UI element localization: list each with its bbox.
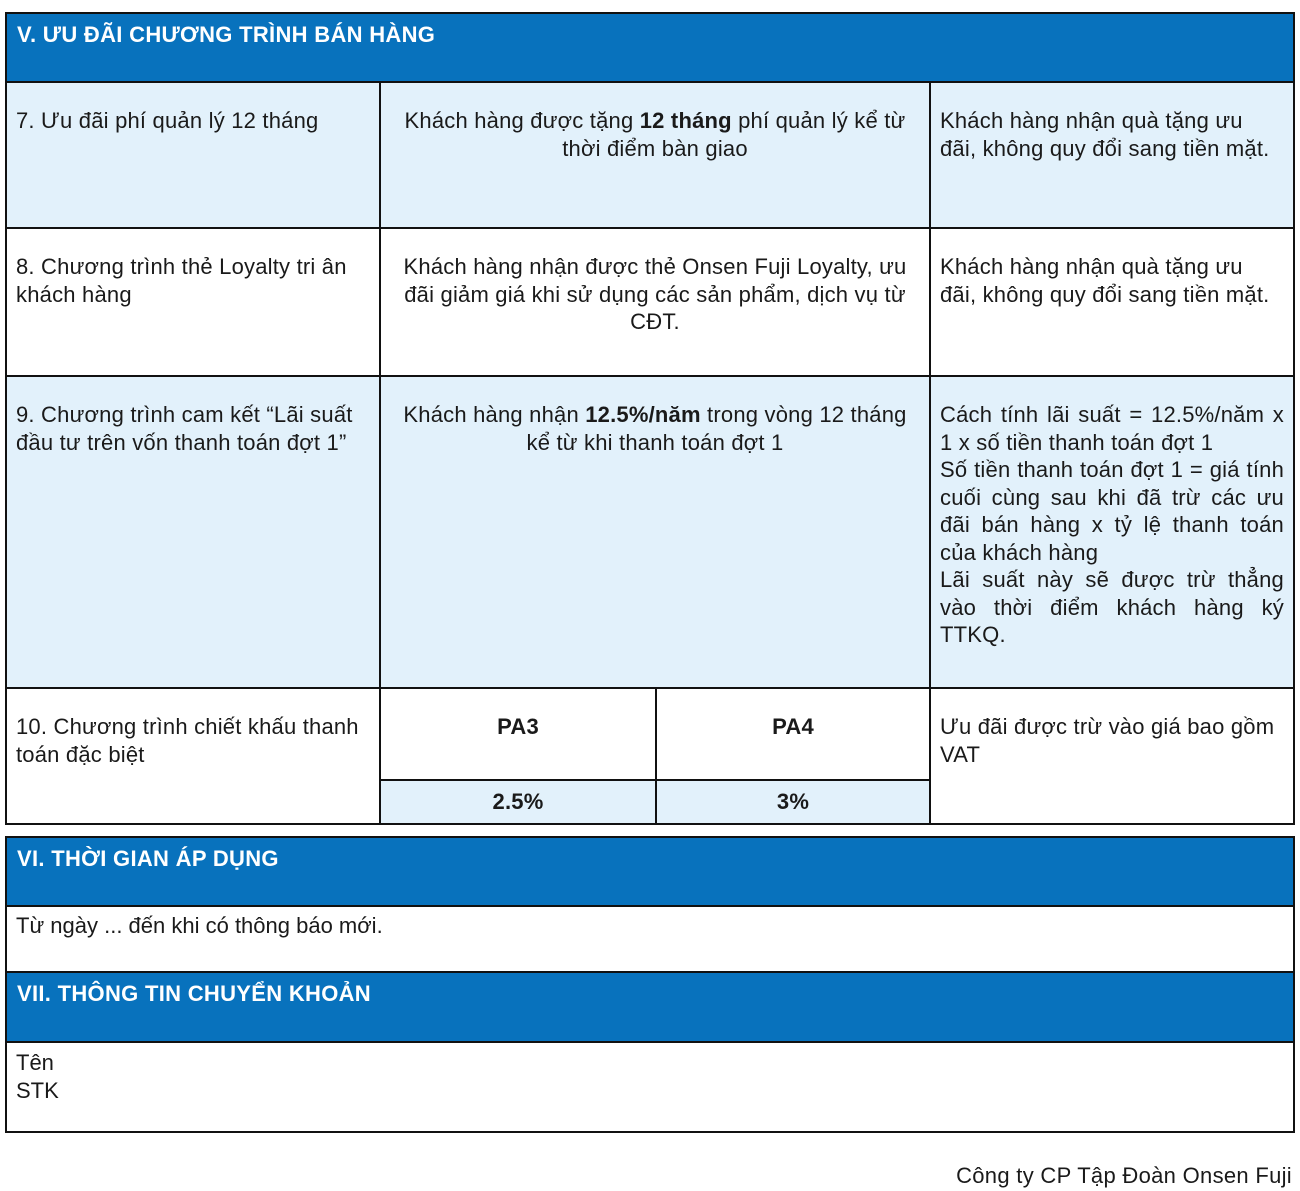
section-title: VII. THÔNG TIN CHUYỂN KHOẢN	[7, 973, 1293, 1043]
row-8-description: Khách hàng nhận được thẻ Onsen Fuji Loyalty, ưu đãi giảm giá khi sử dụng các sản phẩm, dịch vụ từ CĐT.	[403, 254, 907, 334]
note-line: Số tiền thanh toán đợt 1 = giá tính cuối cùng sau khi đã trừ các ưu đãi bán hàng x tỷ lệ thanh toán của khách hàng	[940, 457, 1284, 565]
option-pa3-value: 2.5%	[381, 781, 655, 823]
row-9-desc-text: Khách hàng nhận	[403, 402, 586, 427]
row-10-note: Ưu đãi được trừ vào giá bao gồm VAT	[940, 714, 1275, 767]
section-title: V. ƯU ĐÃI CHƯƠNG TRÌNH BÁN HÀNG	[7, 14, 1293, 83]
row-8-name: 8. Chương trình thẻ Loyalty tri ân khách hàng	[16, 254, 347, 307]
column-divider	[379, 83, 381, 823]
account-number-label: STK	[16, 1077, 59, 1103]
account-name-label: Tên	[16, 1050, 54, 1075]
section-sales-incentives	[5, 12, 1295, 825]
row-9-desc-text-end: trong vòng 12 tháng kể từ khi thanh toán đợt 1	[526, 402, 907, 455]
row-7-name: 7. Ưu đãi phí quản lý 12 tháng	[7, 83, 379, 229]
option-pa4-label: PA4	[772, 714, 814, 739]
transfer-details	[7, 1049, 1293, 1104]
company-footer: Công ty CP Tập Đoàn Onsen Fuji	[956, 1163, 1292, 1188]
row-9-desc-bold: 12.5%/năm	[585, 402, 701, 427]
note-line: Lãi suất này sẽ được trừ thẳng vào thời điểm khách hàng ký TTKQ.	[940, 567, 1284, 647]
row-9-description	[381, 377, 929, 688]
effective-period-text: Từ ngày ... đến khi có thông báo mới.	[16, 913, 383, 938]
row-8-note: Khách hàng nhận quà tặng ưu đãi, không quy đổi sang tiền mặt.	[940, 254, 1270, 307]
row-7-desc-text-end: phí quản lý kể từ thời điểm bàn giao	[562, 108, 906, 161]
row-7-note: Khách hàng nhận quà tặng ưu đãi, không quy đổi sang tiền mặt.	[931, 83, 1293, 229]
row-9-note	[931, 377, 1293, 688]
row-7-desc-text: Khách hàng được tặng	[404, 108, 640, 133]
option-pa4-value: 3%	[657, 781, 929, 823]
section-effective-period	[5, 836, 1295, 971]
section-title: VI. THỜI GIAN ÁP DỤNG	[7, 838, 1293, 907]
column-divider	[929, 83, 931, 823]
row-7-description	[381, 83, 929, 229]
note-line: Cách tính lãi suất = 12.5%/năm x 1 x số tiền thanh toán đợt 1	[940, 402, 1284, 455]
option-pa3-label: PA3	[497, 714, 539, 739]
row-9-name: 9. Chương trình cam kết “Lãi suất đầu tư trên vốn thanh toán đợt 1”	[7, 377, 379, 688]
section-transfer-info	[5, 971, 1295, 1133]
column-divider	[655, 689, 657, 823]
row-10-name: 10. Chương trình chiết khấu thanh toán đặc biệt	[16, 714, 359, 767]
row-7-desc-bold: 12 tháng	[639, 108, 732, 133]
